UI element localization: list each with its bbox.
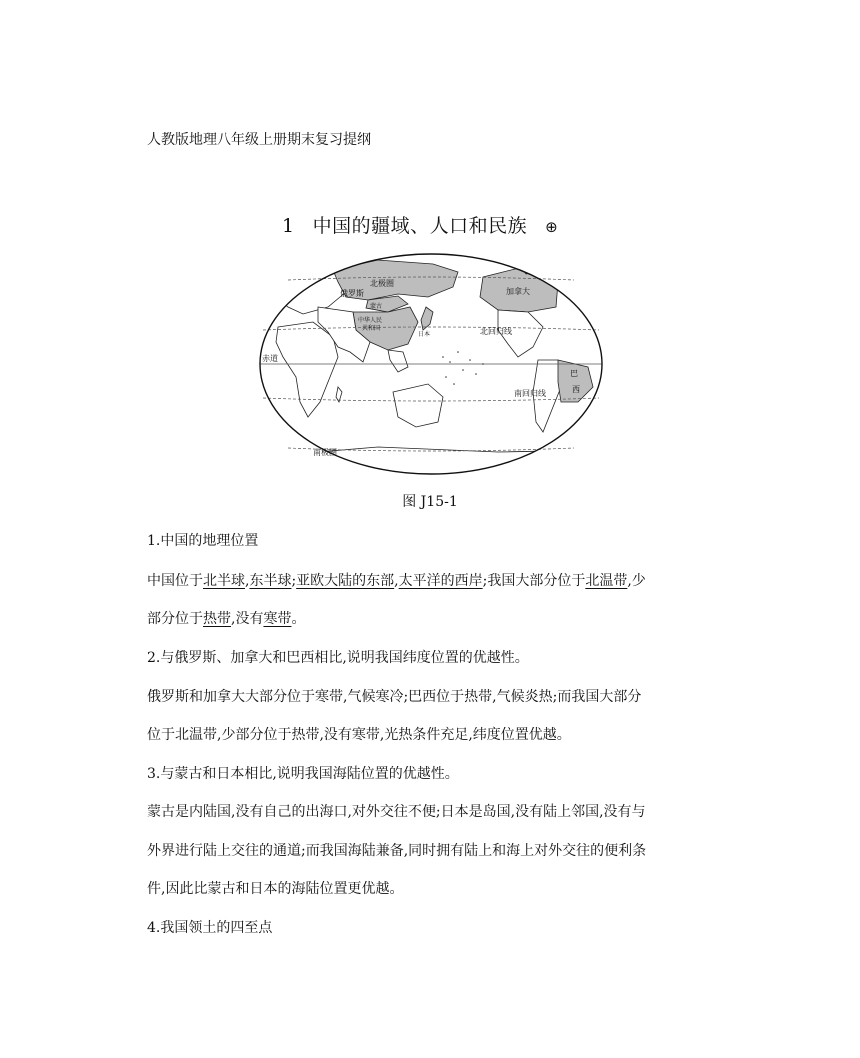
africa-landmass [276,322,338,417]
section-2-line-2: 位于北温带,少部分位于热带,没有寒带,光热条件充足,纬度位置优越。 [147,727,571,743]
section-2-line-1: 俄罗斯和加拿大大部分位于寒带,气候寒冷;巴西位于热带,气候炎热;而我国大部分 [147,689,642,705]
chapter-title [282,211,558,238]
label-mongolia: 蒙古 [370,303,383,310]
answer-eurasia-east: 亚欧大陆的东部 [296,573,395,589]
world-map [258,252,604,476]
answer-north-temperate: 北温带 [585,573,628,589]
answer-pacific-west: 太平洋的西岸 [398,573,483,589]
label-brazil-2: 西 [572,385,580,394]
add-circle-icon: ⊕ [545,218,559,236]
document-header: 人教版地理八年级上册期末复习提纲 [147,132,371,148]
section-3-line-1: 蒙古是内陆国,没有自己的出海口,对外交往不便;日本是岛国,没有陆上邻国,没有与 [147,804,646,820]
section-1-line-2: 部分位于热带,没有寒带。 [147,611,306,627]
label-brazil-1: 巴 [570,369,578,378]
label-japan: 日本 [418,331,431,338]
section-3-heading: 3.与蒙古和日本相比,说明我国海陆位置的优越性。 [147,766,459,782]
chapter-title-text: 中国的疆域、人口和民族 [312,215,528,237]
europe-landmass [273,264,346,314]
section-3-line-2: 外界进行陆上交往的通道;而我国海陆兼备,同时拥有陆上和海上对外交往的便利条 [147,843,647,859]
section-1-heading: 1.中国的地理位置 [147,533,259,549]
brazil-region [558,360,593,402]
japan-region [421,307,433,330]
label-arctic-circle: 北极圈 [370,279,394,288]
label-china-2: 共和国 [362,325,381,332]
label-tropic-of-capricorn: 南回归线 [514,389,546,398]
label-russia: 俄罗斯 [340,289,364,298]
answer-tropical: 热带 [203,611,231,627]
label-canada: 加拿大 [506,287,530,296]
section-3-line-3: 件,因此比蒙古和日本的海陆位置更优越。 [147,881,404,897]
section-1-line-1: 中国位于北半球,东半球;亚欧大陆的东部,太平洋的西岸;我国大部分位于北温带,少 [147,573,646,589]
label-china-1: 中华人民 [358,317,383,324]
label-tropic-of-cancer: 北回归线 [480,327,512,336]
answer-frigid: 寒带 [263,611,292,627]
australia-landmass [393,384,443,427]
antarctica-landmass [258,447,604,476]
southeast-asia-landmass [388,350,408,372]
madagascar-landmass [336,387,342,402]
section-2-heading: 2.与俄罗斯、加拿大和巴西相比,说明我国纬度位置的优越性。 [147,650,529,666]
chapter-number: 1 [282,215,295,237]
label-antarctic-circle: 南极圈 [313,448,337,457]
figure-caption: 图 J15-1 [402,494,458,510]
label-equator: 赤道 [262,354,278,363]
answer-north-hemisphere: 北半球 [203,573,245,589]
answer-east-hemisphere: 东半球 [249,573,292,589]
section-4-heading: 4.我国领土的四至点 [147,920,273,936]
